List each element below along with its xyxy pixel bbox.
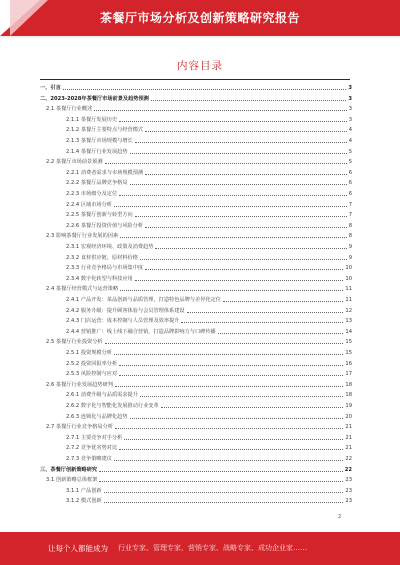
toc-entry-label: 2.4 茶餐厅经营模式与运营策略	[46, 286, 119, 293]
toc-entry-label: 2.4.1 产品开发：菜品创新与品质管理，打造特色品牌与差异化定位	[66, 297, 221, 303]
toc-entry[interactable]	[40, 169, 352, 177]
toc-entry-label: 2.2.1 消费者需求与市场规模预测	[66, 169, 144, 176]
toc-entry-page: 9	[348, 244, 352, 250]
toc-entry-label: 2.2.3 市场细分及定位	[66, 191, 118, 197]
toc-leader-dots	[124, 439, 343, 440]
toc-entry-label: 2.4.2 服务升级：提升顾客体验与会员管理体系建设	[66, 307, 185, 314]
toc-entry[interactable]	[40, 455, 352, 463]
toc-entry-label: 2.2.6 茶餐厅投资价值与风险分析	[66, 222, 144, 229]
toc-leader-dots	[114, 354, 343, 355]
toc-entry[interactable]	[40, 328, 352, 336]
toc-entry[interactable]	[40, 105, 352, 113]
toc-leader-dots	[94, 110, 346, 111]
toc-leader-dots	[135, 142, 347, 143]
toc-leader-dots	[140, 259, 347, 260]
toc-entry-page: 17	[345, 371, 352, 378]
toc-entry[interactable]	[40, 254, 352, 262]
toc-entry-label: 2.2.5 茶餐厅创新与转型方向	[66, 212, 133, 219]
toc-leader-dots	[105, 343, 344, 344]
toc-leader-dots	[161, 407, 344, 408]
header-divider	[0, 36, 400, 38]
toc-leader-dots	[120, 237, 347, 238]
toc-entry-label: 2.7.2 竞争优劣势对比	[66, 445, 118, 452]
toc-entry-label: 2.5 茶餐厅行业投资分析	[46, 339, 103, 346]
toc-entry-page: 21	[345, 445, 352, 452]
toc-entry-page: 6	[348, 169, 352, 176]
toc-entry-label: 2.6 茶餐厅行业发展趋势研判	[46, 381, 113, 388]
toc-entry-page: 22	[345, 456, 352, 462]
toc-entry[interactable]	[40, 148, 352, 156]
toc-entry-page: 4	[348, 127, 352, 134]
toc-entry[interactable]	[40, 307, 352, 315]
toc-entry-page: 14	[345, 328, 352, 335]
toc-leader-dots	[145, 269, 343, 270]
toc-entry-label: 3.1 创新策略总体框架	[46, 477, 98, 484]
toc-entry[interactable]	[40, 317, 352, 325]
toc-entry[interactable]	[40, 338, 352, 346]
toc-entry-label: 2.2.4 区域市场分析	[66, 201, 112, 208]
toc-heading: 内容目录	[177, 60, 223, 72]
toc-leader-dots	[115, 428, 343, 429]
footer-slogan: 让每个人都能成为	[48, 544, 108, 553]
toc-entry-label: 2.3.4 数字化转型与科技应用	[66, 275, 133, 282]
toc-entry-page: 11	[345, 297, 352, 303]
toc-leader-dots	[119, 121, 347, 122]
toc-entry-label: 2.1 茶餐厅行业概述	[46, 106, 93, 113]
toc-leader-dots	[119, 365, 343, 366]
toc-leader-dots	[181, 322, 343, 323]
toc-entry-label: 2.6.3 连锁化与品牌化趋势	[66, 413, 128, 420]
toc-entry-page: 21	[345, 434, 352, 441]
toc-leader-dots	[218, 333, 344, 334]
toc-entry-page: 4	[348, 138, 352, 144]
toc-entry[interactable]	[40, 487, 352, 495]
toc-entry-page: 19	[345, 403, 352, 409]
footer-roles: 行业专家、管理专家、营销专家、战略专家、成功企业家……	[118, 544, 307, 552]
toc-leader-dots	[119, 449, 343, 450]
toc-entry-page: 12	[345, 307, 352, 314]
toc-entry-label: 2.1.3 茶餐厅市场规模与增长	[66, 138, 133, 144]
toc-entry-page: 6	[348, 180, 352, 187]
toc-entry-label: 2.7.3 竞争策略建议	[66, 456, 112, 462]
toc-entry[interactable]	[40, 285, 352, 293]
toc-entry-label: 3.1.2 模式创新	[66, 498, 102, 505]
toc-entry[interactable]	[40, 370, 352, 378]
toc-entry[interactable]	[40, 126, 352, 134]
toc-entry[interactable]	[40, 222, 352, 230]
toc-entry[interactable]	[40, 423, 352, 431]
toc-entry-page: 7	[348, 212, 352, 219]
toc-entry[interactable]	[40, 116, 352, 124]
toc-entry-label: 2.5.2 投资回报率分析	[66, 360, 118, 367]
toc-entry[interactable]	[40, 349, 352, 357]
toc-entry[interactable]	[40, 211, 352, 219]
toc-entry[interactable]	[40, 190, 352, 198]
toc-entry-page: 21	[345, 424, 352, 431]
toc-top-rule	[40, 79, 350, 80]
toc-entry-label: 2.1.1 茶餐厅发展历史	[66, 116, 118, 123]
toc-entry[interactable]	[40, 84, 352, 92]
toc-leader-dots	[99, 471, 343, 472]
toc-entry-page: 20	[345, 413, 352, 420]
report-title: 茶餐厅市场分析及创新策略研究报告	[99, 11, 300, 25]
toc-leader-dots	[114, 460, 343, 461]
toc-entry-page: 3	[348, 116, 352, 123]
toc-entry[interactable]	[40, 296, 352, 304]
toc-entry-page: 6	[348, 191, 352, 197]
toc-entry[interactable]	[40, 158, 352, 166]
toc-entry[interactable]	[40, 466, 352, 474]
toc-entry-page: 23	[345, 487, 352, 494]
toc-entry-label: 一、引言	[40, 85, 61, 91]
toc-entry-page: 5	[348, 159, 352, 166]
toc-entry[interactable]	[40, 444, 352, 452]
toc-entry[interactable]	[40, 360, 352, 368]
toc-leader-dots	[130, 153, 347, 154]
toc-entry[interactable]	[40, 275, 352, 283]
toc-entry-page: 3	[348, 85, 352, 91]
toc-entry-label: 2.3.1 宏观经济环境、政策及消费趋势	[66, 244, 154, 250]
toc-leader-dots	[135, 216, 347, 217]
toc-entry-label: 2.7 茶餐厅行业竞争格局分析	[46, 424, 113, 431]
toc-leader-dots	[104, 502, 344, 503]
toc-entry-page: 22	[344, 466, 352, 473]
toc-entry[interactable]	[40, 402, 352, 410]
toc-leader-dots	[223, 301, 343, 302]
toc-entry-page: 11	[345, 286, 352, 293]
toc-entry-page: 23	[345, 498, 352, 505]
toc-entry[interactable]	[40, 137, 352, 145]
toc-entry-label: 2.5.1 投资规模分析	[66, 350, 112, 356]
toc-entry-label: 2.4.4 营销推广：线上线下融合营销，打造品牌影响力与口碑传播	[66, 328, 216, 335]
toc-entry-page: 8	[348, 222, 352, 229]
toc-entry-page: 16	[345, 360, 352, 367]
toc-entry[interactable]	[40, 476, 352, 484]
toc-entry-label: 三、茶餐厅创新策略研究	[40, 466, 98, 473]
toc-leader-dots	[187, 312, 344, 313]
toc-entry-page: 7	[348, 201, 352, 208]
toc-entry-label: 2.2.2 茶餐厅品牌竞争格局	[66, 180, 128, 187]
toc-leader-dots	[104, 492, 344, 493]
toc-leader-dots	[119, 195, 347, 196]
toc-entry[interactable]	[40, 391, 352, 399]
toc-entry-page: 3	[348, 106, 352, 113]
toc-leader-dots	[99, 481, 343, 482]
toc-leader-dots	[119, 375, 343, 376]
toc-entry[interactable]	[40, 434, 352, 442]
toc-leader-dots	[145, 174, 347, 175]
toc-entry[interactable]	[40, 413, 352, 421]
toc-leader-dots	[155, 248, 346, 249]
toc-leader-dots	[105, 163, 347, 164]
toc-entry-label: 2.1.4 茶餐厅行业发展趋势	[66, 148, 128, 155]
toc-entry[interactable]	[40, 95, 352, 103]
toc-leader-dots	[63, 89, 347, 90]
toc-entry[interactable]	[40, 179, 352, 187]
toc-entry-label: 2.4.3 门店运营：成本控制与人员管理及效率提升	[66, 318, 180, 325]
toc-entry[interactable]	[40, 497, 352, 505]
toc-leader-dots	[151, 100, 347, 101]
toc-leader-dots	[120, 290, 343, 291]
toc-entry[interactable]	[40, 243, 352, 251]
toc-leader-dots	[135, 280, 344, 281]
toc-entry-label: 2.2 茶餐厅市场前景预测	[46, 159, 103, 166]
toc-entry-label: 2.3.2 食材供应链、原材料价格	[66, 254, 138, 261]
toc-entry-label: 2.1.2 茶餐厅主要特点与经营模式	[66, 127, 144, 134]
toc-entry-page: 5	[348, 148, 352, 155]
toc-leader-dots	[114, 206, 347, 207]
toc-entry-page: 9	[348, 254, 352, 261]
toc-entry-page: 10	[345, 265, 352, 272]
report-header	[0, 0, 400, 36]
toc-entry[interactable]	[40, 381, 352, 389]
toc-entry[interactable]	[40, 232, 352, 240]
toc-entry-page: 15	[345, 350, 352, 356]
page-number: 2	[338, 514, 342, 520]
toc-leader-dots	[115, 386, 343, 387]
toc-entry-page: 15	[345, 339, 352, 346]
toc-entry-label: 二、2023-2028年茶餐厅市场前景及趋势预测	[40, 95, 149, 102]
toc-leader-dots	[145, 227, 347, 228]
toc-entry-label: 3.1.1 产品创新	[66, 487, 102, 494]
toc-entry-page: 23	[345, 477, 352, 484]
toc-leader-dots	[130, 184, 347, 185]
report-footer	[0, 532, 400, 565]
toc-entry-label: 2.7.1 主要竞争对手分析	[66, 434, 123, 441]
toc-entry[interactable]	[40, 264, 352, 272]
toc-leader-dots	[145, 131, 347, 132]
toc-entry-page: 18	[345, 392, 352, 399]
toc-leader-dots	[130, 418, 344, 419]
toc-leader-dots	[140, 396, 343, 397]
toc-entry-page: 8	[348, 233, 352, 240]
toc-entry-label: 2.3.3 行业竞争格局与市场集中度	[66, 265, 144, 272]
toc-entry-page: 18	[345, 381, 352, 388]
toc-entry-label: 2.5.3 风险控制与应对	[66, 371, 118, 378]
toc-entry-label: 2.6.1 消费升级与品质需求提升	[66, 392, 138, 399]
toc-entry-label: 2.3 影响茶餐厅行业发展的因素	[46, 233, 119, 240]
toc-entry-label: 2.6.2 数字化与智能化发展推动行业变革	[66, 403, 159, 409]
toc-entry-page: 13	[345, 318, 352, 325]
toc-entry[interactable]	[40, 201, 352, 209]
toc-entry-page: 10	[345, 275, 352, 282]
toc-entry-page: 3	[348, 95, 352, 102]
